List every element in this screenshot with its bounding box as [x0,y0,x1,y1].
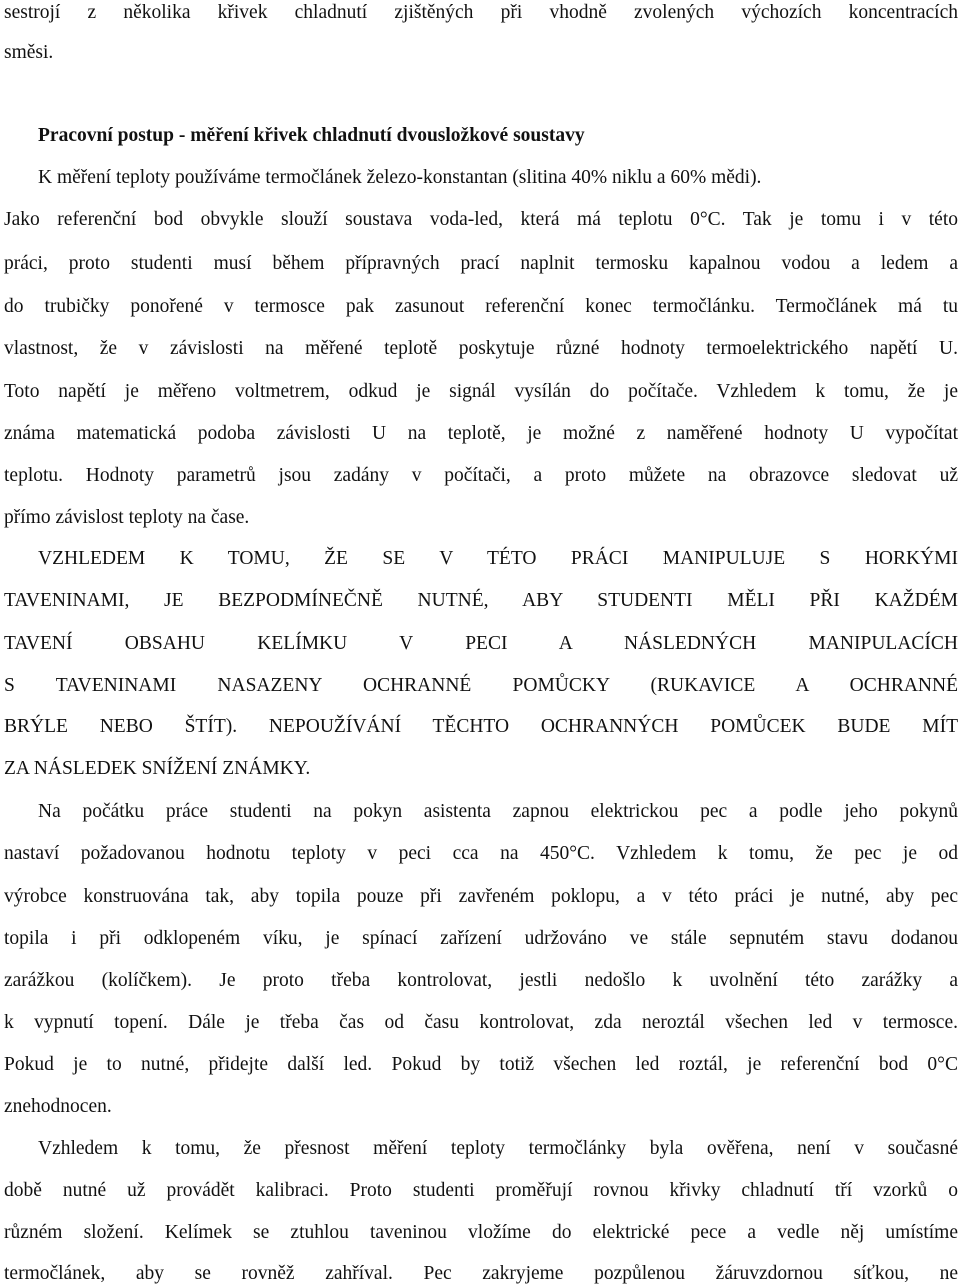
paragraph-line: nastaví požadovanou hodnotu teploty v peci cca na 450°C. Vzhledem k tomu, že pec je od [4,843,958,864]
paragraph-line: práci, proto studenti musí během přípravných prací naplnit termosku kapalnou vodou a ledem a [4,253,958,274]
paragraph-line: výrobce konstruována tak, aby topila pouze při zavřeném poklopu, a v této práci je nutné, aby pec [4,886,958,907]
warning-line: VZHLEDEM K TOMU, ŽE SE V TÉTO PRÁCI MANIPULUJE S HORKÝMI [38,548,958,569]
paragraph-line: přímo závislost teploty na čase. [4,507,250,528]
paragraph-line: teplotu. Hodnoty parametrů jsou zadány v počítači, a proto můžete na obrazovce sledovat už [4,465,958,486]
paragraph-line: topila i při odklopeném víku, je spínací zařízení udržováno ve stále sepnutém stavu dodanou [4,928,958,949]
paragraph-line: Vzhledem k tomu, že přesnost měření teploty termočlánky byla ověřena, není v současné [38,1138,958,1159]
paragraph-line: Jako referenční bod obvykle slouží soustava voda-led, která má teplotu 0°C. Tak je tomu i v této [4,209,958,230]
paragraph-line: termočlánek, aby se rovněž zahříval. Pec zakryjeme pozpůlenou žáruvzdornou síťkou, ne [4,1263,958,1284]
intro-line: sestrojí z několika křivek chladnutí zjištěných při vhodně zvolených výchozích koncentracích [4,2,958,23]
paragraph-line: K měření teploty používáme termočlánek železo-konstantan (slitina 40% niklu a 60% mědi). [38,167,762,188]
paragraph-line: různém složení. Kelímek se ztuhlou taveninou vložíme do elektrické pece a vedle něj umístíme [4,1222,958,1243]
section-heading: Pracovní postup - měření křivek chladnutí dvousložkové soustavy [38,125,585,146]
intro-line: směsi. [4,42,54,63]
paragraph-line: Pokud je to nutné, přidejte další led. Pokud by totiž všechen led roztál, je referenční bod 0°C [4,1054,958,1075]
warning-line: S TAVENINAMI NASAZENY OCHRANNÉ POMŮCKY (RUKAVICE A OCHRANNÉ [4,675,958,696]
paragraph-line: do trubičky ponořené v termosce pak zasunout referenční konec termočlánku. Termočlánek má tu [4,296,958,317]
paragraph-line: době nutné už provádět kalibraci. Proto studenti proměřují rovnou křivky chladnutí tří vzorků o [4,1180,958,1201]
paragraph-line: k vypnutí topení. Dále je třeba čas od času kontrolovat, zda neroztál všechen led v termosce. [4,1012,958,1033]
paragraph-line: známa matematická podoba závislosti U na teplotě, je možné z naměřené hodnoty U vypočítat [4,423,958,444]
paragraph-line: Toto napětí je měřeno voltmetrem, odkud je signál vysílán do počítače. Vzhledem k tomu, že je [4,381,958,402]
paragraph-line: znehodnocen. [4,1096,112,1117]
paragraph-line: vlastnost, že v závislosti na měřené teplotě poskytuje různé hodnoty termoelektrického napětí U. [4,338,958,359]
paragraph-line: Na počátku práce studenti na pokyn asistenta zapnou elektrickou pec a podle jeho pokynů [38,801,958,822]
warning-line: BRÝLE NEBO ŠTÍT). NEPOUŽÍVÁNÍ TĚCHTO OCHRANNÝCH POMŮCEK BUDE MÍT [4,716,958,737]
paragraph-line: zarážkou (kolíčkem). Je proto třeba kontrolovat, jestli nedošlo k uvolnění této zarážky a [4,970,958,991]
warning-line: TAVENÍ OBSAHU KELÍMKU V PECI A NÁSLEDNÝCH MANIPULACÍCH [4,633,958,654]
warning-line: ZA NÁSLEDEK SNÍŽENÍ ZNÁMKY. [4,758,311,779]
warning-line: TAVENINAMI, JE BEZPODMÍNEČNĚ NUTNÉ, ABY STUDENTI MĚLI PŘI KAŽDÉM [4,590,958,611]
